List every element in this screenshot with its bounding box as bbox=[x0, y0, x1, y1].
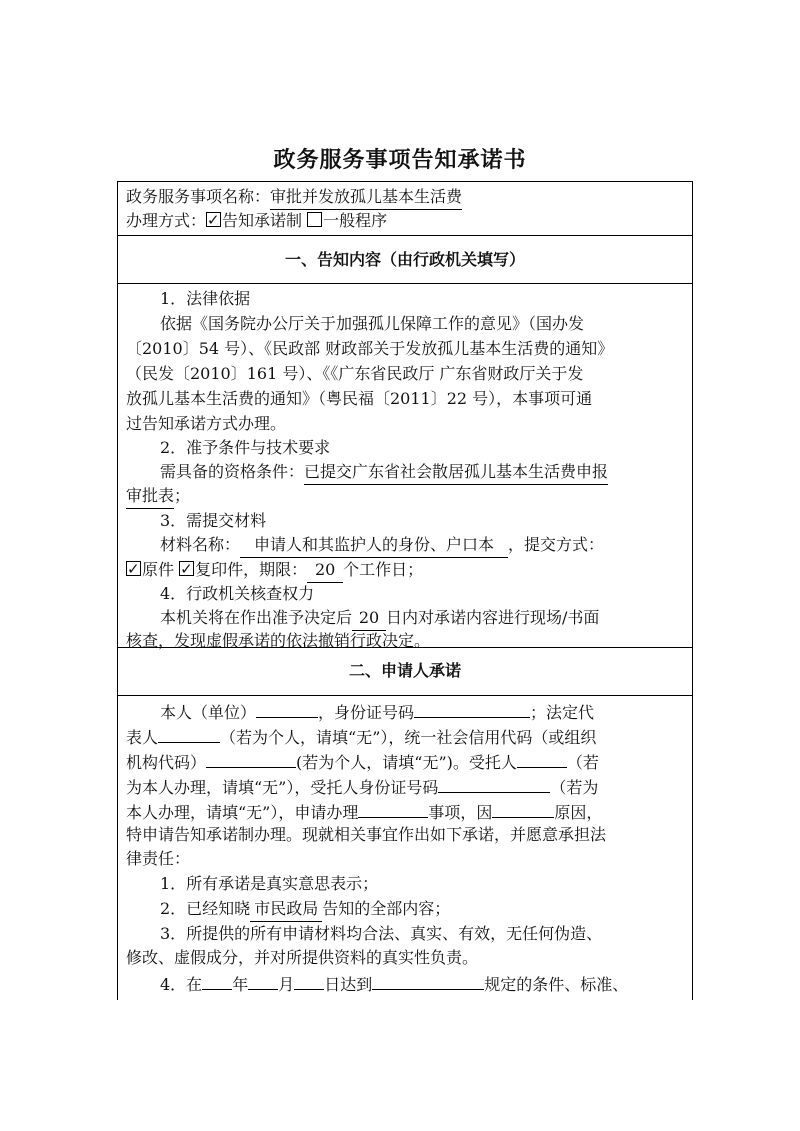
declaration-text: （若为个人，请填“无”），统一社会信用代码（或组织 bbox=[220, 728, 597, 747]
declaration-text: 本人（单位） bbox=[160, 703, 257, 722]
conditions-end: ； bbox=[174, 486, 191, 505]
commitment-form bbox=[117, 181, 693, 1000]
checkbox-checked-icon[interactable] bbox=[179, 561, 194, 576]
section1-h4: 4．行政机关核查权力 bbox=[160, 584, 315, 603]
section1-heading: 一、告知内容（由行政机关填写） bbox=[284, 250, 525, 269]
deadline-label: ，期限： bbox=[243, 560, 308, 579]
checkbox-checked-icon[interactable] bbox=[206, 212, 221, 227]
declaration-line bbox=[126, 774, 700, 800]
standard-blank[interactable] bbox=[372, 971, 484, 990]
declaration-text: 机构代码） bbox=[126, 753, 207, 772]
method-option-commitment: 告知承诺制 bbox=[222, 211, 303, 230]
materials-line bbox=[160, 533, 734, 558]
commitment-4 bbox=[160, 971, 734, 997]
section1-h2: 2．准予条件与技术要求 bbox=[160, 438, 331, 457]
id-number-blank[interactable] bbox=[414, 699, 530, 718]
section2-header-row bbox=[118, 648, 692, 696]
verification-prefix: 本机关将在作出准予决定后 bbox=[160, 608, 353, 627]
item-name-line bbox=[126, 185, 700, 210]
trustee-blank[interactable] bbox=[517, 749, 567, 768]
conditions-line bbox=[160, 460, 734, 485]
commitment-text: 告知的全部内容； bbox=[322, 899, 451, 918]
trustee-id-blank[interactable] bbox=[438, 774, 550, 793]
declaration-line bbox=[126, 724, 700, 750]
declaration-text: ；法定代 bbox=[530, 703, 595, 722]
conditions-label: 需具备的资格条件： bbox=[160, 462, 305, 481]
day-blank[interactable] bbox=[294, 971, 324, 990]
reason-blank[interactable] bbox=[492, 799, 554, 818]
credit-code-blank[interactable] bbox=[206, 749, 296, 768]
materials-label: 材料名称： bbox=[160, 535, 241, 554]
commitment-3-cont: 修改、虚假成分，并对所提供资料的真实性负责。 bbox=[126, 948, 479, 967]
verification-suffix: 日内对承诺内容进行现场/书面 bbox=[386, 608, 600, 627]
section2-heading: 二、申请人承诺 bbox=[348, 661, 461, 680]
commitment-text: 年 bbox=[232, 975, 249, 994]
legal-basis-line: 过告知承诺方式办理。 bbox=[126, 414, 287, 433]
option-original: 原件 bbox=[142, 560, 175, 579]
year-blank[interactable] bbox=[202, 971, 232, 990]
commitment-text: 月 bbox=[278, 975, 295, 994]
declaration-text: 为本人办理，请填“无”），受托人身份证号码 bbox=[126, 778, 439, 797]
declaration-text: 本人办理，请填“无”），申请办理 bbox=[126, 803, 359, 822]
declaration-text: 表人 bbox=[126, 728, 159, 747]
declaration-text: （若 bbox=[566, 753, 599, 772]
deadline-suffix: 个工作日； bbox=[343, 560, 424, 579]
matter-blank[interactable] bbox=[358, 799, 428, 818]
checkbox-checked-icon[interactable] bbox=[126, 561, 141, 576]
commitment-1: 1．所有承诺是真实意思表示； bbox=[160, 874, 379, 893]
declaration-line bbox=[126, 749, 700, 775]
materials-suffix: ，提交方式： bbox=[508, 535, 605, 554]
deadline-value: 20 bbox=[307, 558, 343, 583]
legal-rep-blank[interactable] bbox=[158, 724, 220, 743]
commitment-text: 4．在 bbox=[160, 975, 203, 994]
legal-basis-line: 依据《国务院办公厅关于加强孤儿保障工作的意见》（国办发 bbox=[160, 314, 585, 333]
declaration-line: 特申请告知承诺制办理。现就相关事宜作出如下承诺，并愿意承担法 bbox=[126, 825, 607, 844]
item-info-row bbox=[118, 182, 692, 236]
applicant-name-blank[interactable] bbox=[256, 699, 318, 718]
verification-line bbox=[160, 606, 734, 631]
declaration-text: 原因， bbox=[554, 803, 603, 822]
legal-basis-line: 〔2010〕54 号）、《民政部 财政部关于发放孤儿基本生活费的通知》 bbox=[126, 339, 614, 358]
materials-value: 申请人和其监护人的身份、户口本 bbox=[240, 533, 508, 558]
section1-h1: 1．法律依据 bbox=[160, 289, 251, 308]
conditions-value: 已提交广东省社会散居孤儿基本生活费申报 bbox=[304, 460, 608, 485]
item-name-label: 政务服务事项名称： bbox=[126, 187, 271, 206]
method-label: 办理方式： bbox=[126, 211, 207, 230]
commitment-text: 2．已经知晓 bbox=[160, 899, 251, 918]
month-blank[interactable] bbox=[248, 971, 278, 990]
declaration-text: ，身份证号码 bbox=[318, 703, 415, 722]
declaration-line bbox=[126, 799, 700, 825]
declaration-text: （若为 bbox=[550, 778, 599, 797]
section1-header-row bbox=[118, 236, 692, 284]
page-title: 政务服务事项告知承诺书 bbox=[273, 147, 527, 173]
legal-basis-line: （民发〔2010〕161 号）、《《广东省民政厅 广东省财政厅关于发 bbox=[126, 364, 584, 383]
commitment-text: 日达到 bbox=[324, 975, 373, 994]
option-copy: 复印件 bbox=[195, 560, 244, 579]
declaration-text: 事项，因 bbox=[428, 803, 493, 822]
verification-line-2: 核查，发现虚假承诺的依法撤销行政决定。 bbox=[126, 631, 431, 650]
declaration-text: (若为个人，请填“无”)。受托人 bbox=[296, 753, 517, 772]
item-name-value: 审批并发放孤儿基本生活费 bbox=[270, 185, 462, 210]
section1-body bbox=[118, 284, 692, 648]
item-method-line bbox=[126, 209, 700, 233]
checkbox-empty-icon[interactable] bbox=[307, 212, 322, 227]
commitment-3: 3．所提供的所有申请材料均合法、真实、有效，无任何伪造、 bbox=[160, 924, 603, 943]
agency-name: 市民政局 bbox=[250, 897, 322, 922]
declaration-line bbox=[160, 699, 734, 725]
submission-line bbox=[126, 558, 700, 583]
verification-days: 20 bbox=[352, 606, 386, 631]
commitment-2 bbox=[160, 897, 734, 922]
section2-body bbox=[118, 696, 692, 1000]
legal-basis-line: 放孤儿基本生活费的通知》（粤民福〔2011〕22 号），本事项可通 bbox=[126, 389, 593, 408]
conditions-value-cont: 审批表 bbox=[126, 484, 174, 509]
declaration-line: 律责任： bbox=[126, 849, 191, 868]
method-option-general: 一般程序 bbox=[323, 211, 388, 230]
section1-h3: 3．需提交材料 bbox=[160, 511, 267, 530]
conditions-line-2 bbox=[126, 484, 700, 509]
commitment-text: 规定的条件、标准、 bbox=[484, 975, 629, 994]
